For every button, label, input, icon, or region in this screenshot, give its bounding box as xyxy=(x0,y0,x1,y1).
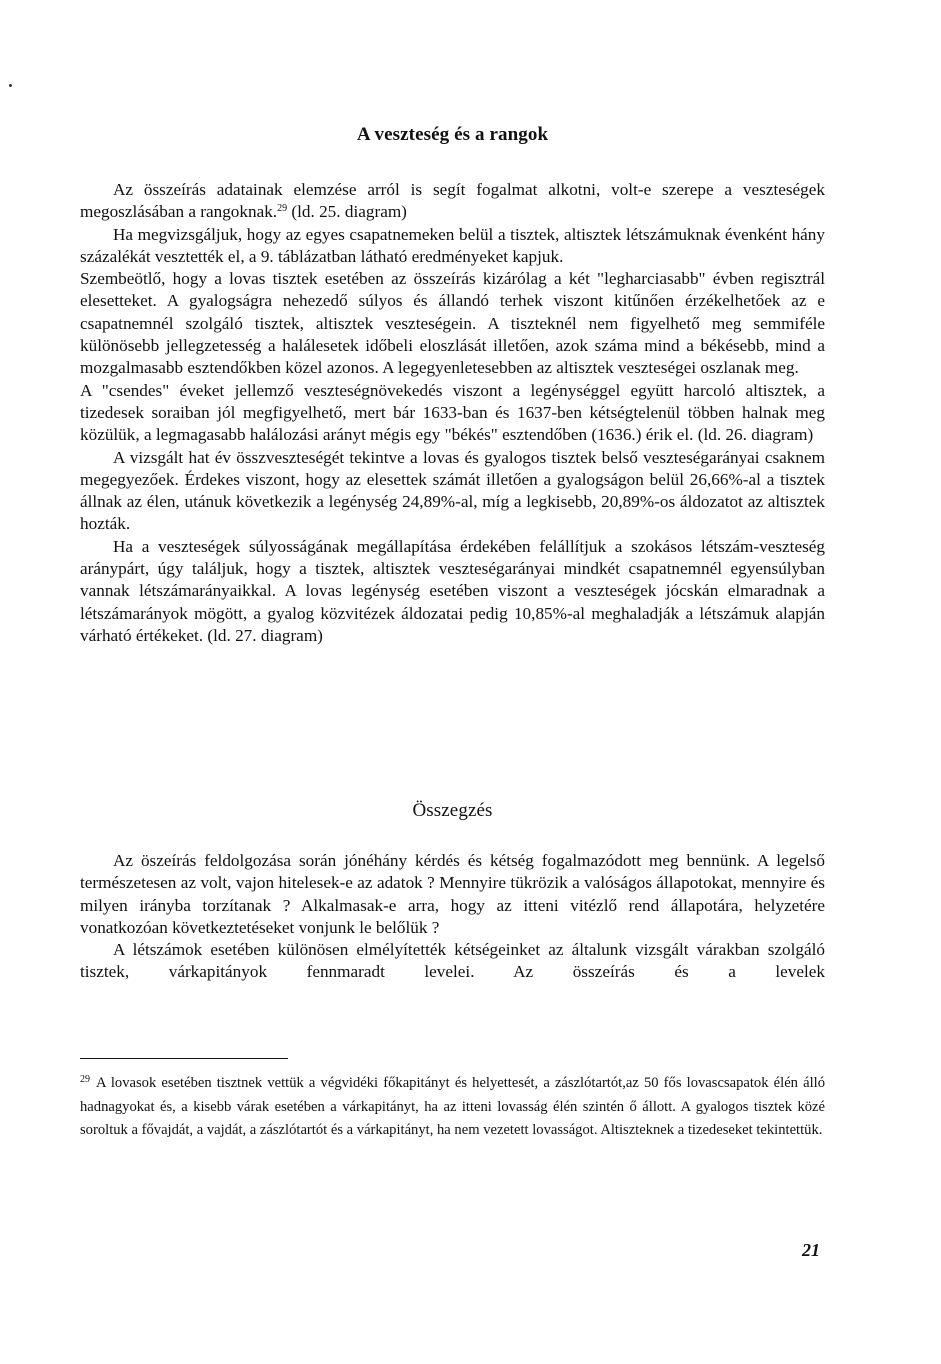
section-heading-losses-ranks: A veszteség és a rangok xyxy=(356,124,549,145)
paragraph-6: Ha a veszteségek súlyosságának megállapítása érdekében felállítjuk a szokásos létszám-veszteség aránypárt, úgy találjuk, hogy a tisztek, altisztek veszteségarányai mindkét csapatnemnél egyensúlyban vannak létszámarányaikkal. A lovas legénység esetében viszont a veszteségek jócskán elmaradnak a létszámarányok mögött, a gyalog közvitézek áldozatai pedig 10,85%-al meghaladják a létszámuk alapján várható értékeket. (ld. 27. diagram) xyxy=(80,536,825,645)
summary-paragraph-2: A létszámok esetében különösen elmélyítették kétségeinket az általunk vizsgált várakban szolgáló tisztek, várkapitányok fennmaradt levelei. Az összeírás és a levelek xyxy=(80,940,825,982)
paragraph-1-text-tail: (ld. 25. diagram) xyxy=(287,202,407,222)
section-body-summary xyxy=(80,850,825,984)
page-number: 21 xyxy=(802,1240,820,1260)
footnote xyxy=(80,1072,825,1143)
footnote-number: 29 xyxy=(80,1074,90,1085)
footnote-ref[interactable]: 29 xyxy=(277,203,288,215)
paragraph-2: Ha megvizsgáljuk, hogy az egyes csapatnemeken belül a tisztek, altisztek létszámuknak évenként hány százalékát vesztették el, a 9. táblázatban látható eredményeket kapjuk. xyxy=(80,224,825,266)
footnote-divider xyxy=(80,1058,288,1059)
section-heading-summary: Összegzés xyxy=(412,800,493,821)
summary-paragraph-1: Az öszeírás feldolgozása során jónéhány kérdés és kétség fogalmazódott meg bennünk. A legelső természetesen az volt, vajon hitelesek-e az adatok ? Mennyire tükrözik a valóságos állapotokat, mennyire és milyen irányba torzítanak ? Alkalmasak-e arra, hogy az itteni vitézlő rend állapotára, helyzetére vonatkozóan következtetéseket vonjunk le belőlük ? xyxy=(80,851,825,937)
paragraph-4: A "csendes" éveket jellemző veszteségnövekedés viszont a legénységgel együtt harcoló altisztek, a tizedesek soraiban jól megfigyelhető, mert bár 1633-ban és 1637-ben kétségtelenül többen halnak meg közülük, a legmagasabb halálozási arányt mégis egy "békés" esztendőben (1636.) érik el. (ld. 26. diagram) xyxy=(80,380,825,445)
paragraph-1 xyxy=(80,179,825,224)
paragraph-3: Szembeötlő, hogy a lovas tisztek esetében az összeírás kizárólag a két "legharciasabb" évben regisztrál elesetteket. A gyalogságra nehezedő súlyos és állandó terhek viszont kitűnően érzékelhetőek az e csapatnemnél szolgáló tisztek, altisztek veszteségein. A tiszteknél nem figyelhető meg semmiféle különösebb jellegzetesség a halálesetek időbeli eloszlását illetően, azok száma mind a békésebb, mind a mozgalmasabb esztendőkben közel azonos. A legegyenletesebben az altisztek veszteségei oszlanak meg. xyxy=(80,269,825,378)
footnote-text: A lovasok esetében tisztnek vettük a végvidéki főkapitányt és helyettesét, a zászlótartót,az 50 fős lovascsapatok élén álló hadnagyokat és, a kisebb várak esetében a várkapitányt, ha az itteni lovasság élén szintén ő állott. A gyalogos tisztek közé soroltuk a fővajdát, a vajdát, a zászlótartót és a várkapitányt, ha nem vezetett lovasságot. Altiszteknek a tizedeseket tekintettük. xyxy=(80,1075,825,1138)
scan-speck xyxy=(9,84,12,87)
paragraph-1-text: Az összeírás adatainak elemzése arról is segít fogalmat alkotni, volt-e szerepe a veszteségek megoszlásában a rangoknak. xyxy=(80,180,825,222)
section-body-losses-ranks xyxy=(80,179,825,647)
paragraph-5: A vizsgált hat év összveszteségét tekintve a lovas és gyalogos tisztek belső veszteségarányai csaknem megegyezőek. Érdekes viszont, hogy az elesettek számát illetően a gyalogságon belül 26,66%-al a tisztek állnak az élen, utánuk következik a legénység 24,89%-al, míg a legkisebb, 20,89%-os áldozatot az altisztek hozták. xyxy=(80,447,825,534)
